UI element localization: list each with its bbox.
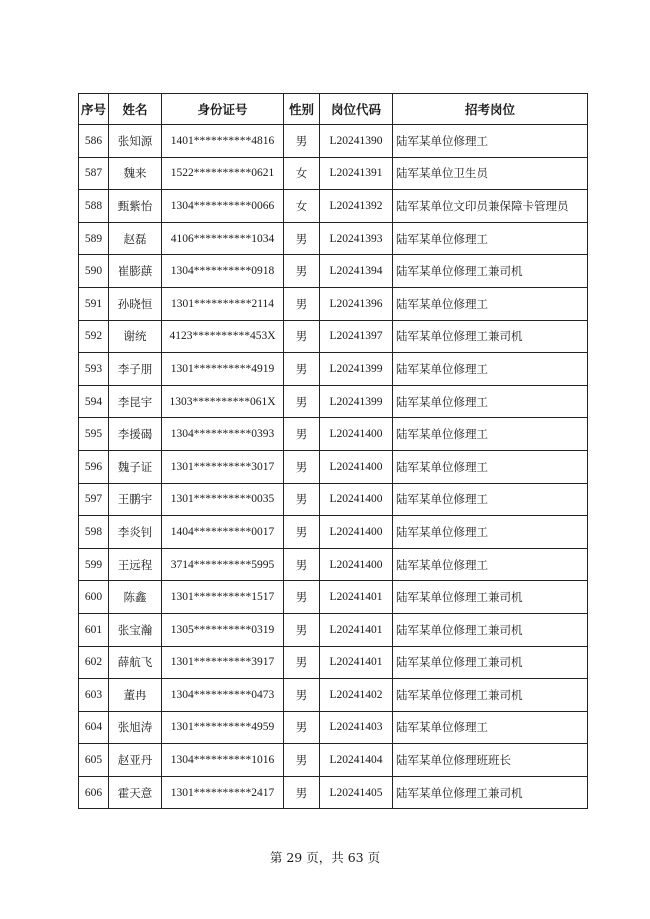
cell-seq: 600: [79, 581, 109, 614]
cell-post-code: L20241404: [320, 744, 393, 777]
table-row: [79, 679, 588, 712]
cell-id-number: 1522**********0621: [162, 157, 284, 190]
cell-gender: 男: [284, 418, 320, 451]
table-row: [79, 711, 588, 744]
cell-name: 甄紫怡: [109, 190, 162, 223]
cell-post-code: L20241400: [320, 516, 393, 549]
cell-post-code: L20241400: [320, 450, 393, 483]
cell-gender: 男: [284, 320, 320, 353]
cell-gender: 男: [284, 613, 320, 646]
cell-post: 陆军某单位修理工: [393, 548, 588, 581]
cell-gender: 男: [284, 222, 320, 255]
cell-seq: 597: [79, 483, 109, 516]
cell-seq: 588: [79, 190, 109, 223]
cell-post-code: L20241401: [320, 613, 393, 646]
cell-id-number: 3714**********5995: [162, 548, 284, 581]
cell-gender: 男: [284, 679, 320, 712]
cell-name: 崔膨蕻: [109, 255, 162, 288]
cell-seq: 590: [79, 255, 109, 288]
cell-gender: 男: [284, 581, 320, 614]
table-row: [79, 613, 588, 646]
cell-id-number: 1301**********2114: [162, 287, 284, 320]
table-row: [79, 581, 588, 614]
cell-name: 张旭涛: [109, 711, 162, 744]
header-code: 岗位代码: [320, 94, 393, 125]
cell-id-number: 1304**********1016: [162, 744, 284, 777]
cell-seq: 593: [79, 353, 109, 386]
table-row: [79, 222, 588, 255]
header-name: 姓名: [109, 94, 162, 125]
cell-id-number: 1305**********0319: [162, 613, 284, 646]
cell-post: 陆军某单位修理工兼司机: [393, 613, 588, 646]
cell-seq: 595: [79, 418, 109, 451]
cell-post-code: L20241400: [320, 483, 393, 516]
cell-post-code: L20241401: [320, 581, 393, 614]
table-row: [79, 353, 588, 386]
cell-post: 陆军某单位修理工: [393, 483, 588, 516]
cell-name: 李炎钊: [109, 516, 162, 549]
cell-name: 谢统: [109, 320, 162, 353]
cell-gender: 男: [284, 744, 320, 777]
cell-name: 张知源: [109, 125, 162, 158]
table-row: [79, 646, 588, 679]
cell-id-number: 1301**********1517: [162, 581, 284, 614]
cell-post: 陆军某单位修理工: [393, 418, 588, 451]
footer-prefix: 第: [269, 850, 283, 865]
cell-post: 陆军某单位修理工: [393, 516, 588, 549]
cell-post: 陆军某单位卫生员: [393, 157, 588, 190]
cell-name: 赵磊: [109, 222, 162, 255]
cell-seq: 596: [79, 450, 109, 483]
cell-post-code: L20241402: [320, 679, 393, 712]
recruitment-table: [78, 93, 588, 809]
cell-post-code: L20241400: [320, 418, 393, 451]
page-footer: [0, 848, 650, 866]
cell-post: 陆军某单位修理工兼司机: [393, 581, 588, 614]
cell-seq: 587: [79, 157, 109, 190]
cell-post-code: L20241397: [320, 320, 393, 353]
table-row: [79, 190, 588, 223]
cell-post: 陆军某单位修理工兼司机: [393, 320, 588, 353]
header-seq: 序号: [79, 94, 109, 125]
cell-post-code: L20241403: [320, 711, 393, 744]
cell-name: 薛航飞: [109, 646, 162, 679]
cell-gender: 女: [284, 190, 320, 223]
table-row: [79, 548, 588, 581]
cell-id-number: 1304**********0066: [162, 190, 284, 223]
cell-gender: 男: [284, 255, 320, 288]
cell-post-code: L20241394: [320, 255, 393, 288]
cell-name: 董冉: [109, 679, 162, 712]
cell-post: 陆军某单位修理工兼司机: [393, 776, 588, 809]
cell-id-number: 1401**********4816: [162, 125, 284, 158]
cell-seq: 586: [79, 125, 109, 158]
table-row: [79, 125, 588, 158]
cell-post: 陆军某单位修理工兼司机: [393, 255, 588, 288]
cell-gender: 男: [284, 776, 320, 809]
table-body: [79, 125, 588, 809]
cell-name: 李子朋: [109, 353, 162, 386]
footer-current-page: 29: [286, 850, 303, 865]
cell-id-number: 1301**********0035: [162, 483, 284, 516]
cell-seq: 591: [79, 287, 109, 320]
table-row: [79, 157, 588, 190]
cell-gender: 女: [284, 157, 320, 190]
cell-id-number: 1304**********0918: [162, 255, 284, 288]
cell-name: 霍天意: [109, 776, 162, 809]
table-row: [79, 450, 588, 483]
cell-post: 陆军某单位修理工: [393, 222, 588, 255]
cell-post-code: L20241391: [320, 157, 393, 190]
cell-name: 王鹏宇: [109, 483, 162, 516]
cell-id-number: 1301**********4959: [162, 711, 284, 744]
cell-name: 赵亚丹: [109, 744, 162, 777]
cell-gender: 男: [284, 450, 320, 483]
cell-post-code: L20241400: [320, 548, 393, 581]
cell-seq: 589: [79, 222, 109, 255]
cell-post-code: L20241401: [320, 646, 393, 679]
cell-name: 魏来: [109, 157, 162, 190]
header-post: 招考岗位: [393, 94, 588, 125]
table-row: [79, 418, 588, 451]
cell-post: 陆军某单位修理班班长: [393, 744, 588, 777]
table-row: [79, 776, 588, 809]
cell-name: 孙晓恒: [109, 287, 162, 320]
cell-seq: 603: [79, 679, 109, 712]
cell-seq: 594: [79, 385, 109, 418]
cell-name: 李昆宇: [109, 385, 162, 418]
footer-suffix: 页: [367, 850, 381, 865]
cell-name: 魏子证: [109, 450, 162, 483]
cell-post: 陆军某单位修理工兼司机: [393, 646, 588, 679]
table-header-row: [79, 94, 588, 125]
cell-seq: 604: [79, 711, 109, 744]
cell-name: 王远程: [109, 548, 162, 581]
cell-gender: 男: [284, 711, 320, 744]
cell-id-number: 1301**********3917: [162, 646, 284, 679]
table-row: [79, 287, 588, 320]
cell-gender: 男: [284, 548, 320, 581]
table-row: [79, 516, 588, 549]
cell-post-code: L20241393: [320, 222, 393, 255]
cell-gender: 男: [284, 353, 320, 386]
cell-gender: 男: [284, 646, 320, 679]
table-row: [79, 255, 588, 288]
header-gender: 性别: [284, 94, 320, 125]
cell-seq: 592: [79, 320, 109, 353]
cell-post-code: L20241399: [320, 385, 393, 418]
cell-post-code: L20241392: [320, 190, 393, 223]
cell-post: 陆军某单位修理工兼司机: [393, 679, 588, 712]
cell-gender: 男: [284, 125, 320, 158]
cell-gender: 男: [284, 385, 320, 418]
cell-gender: 男: [284, 483, 320, 516]
cell-name: 陈鑫: [109, 581, 162, 614]
cell-seq: 601: [79, 613, 109, 646]
cell-id-number: 1304**********0473: [162, 679, 284, 712]
cell-seq: 606: [79, 776, 109, 809]
header-id: 身份证号: [162, 94, 284, 125]
table-row: [79, 483, 588, 516]
cell-id-number: 1304**********0393: [162, 418, 284, 451]
cell-post-code: L20241396: [320, 287, 393, 320]
cell-name: 李援碣: [109, 418, 162, 451]
cell-post-code: L20241390: [320, 125, 393, 158]
cell-seq: 599: [79, 548, 109, 581]
cell-post-code: L20241405: [320, 776, 393, 809]
cell-name: 张宝瀚: [109, 613, 162, 646]
table-row: [79, 320, 588, 353]
cell-post: 陆军某单位修理工: [393, 353, 588, 386]
footer-middle: 页，共: [306, 850, 344, 865]
cell-seq: 598: [79, 516, 109, 549]
cell-post: 陆军某单位修理工: [393, 125, 588, 158]
cell-id-number: 1301**********2417: [162, 776, 284, 809]
cell-post: 陆军某单位修理工: [393, 450, 588, 483]
cell-id-number: 1404**********0017: [162, 516, 284, 549]
cell-post: 陆军某单位文印员兼保障卡管理员: [393, 190, 588, 223]
table-row: [79, 744, 588, 777]
cell-id-number: 1303**********061X: [162, 385, 284, 418]
cell-gender: 男: [284, 516, 320, 549]
cell-id-number: 4106**********1034: [162, 222, 284, 255]
cell-seq: 605: [79, 744, 109, 777]
cell-post: 陆军某单位修理工: [393, 385, 588, 418]
cell-post-code: L20241399: [320, 353, 393, 386]
cell-id-number: 1301**********4919: [162, 353, 284, 386]
footer-total-pages: 63: [347, 850, 364, 865]
cell-post: 陆军某单位修理工: [393, 287, 588, 320]
cell-id-number: 1301**********3017: [162, 450, 284, 483]
cell-seq: 602: [79, 646, 109, 679]
table-row: [79, 385, 588, 418]
cell-id-number: 4123**********453X: [162, 320, 284, 353]
cell-post: 陆军某单位修理工: [393, 711, 588, 744]
cell-gender: 男: [284, 287, 320, 320]
